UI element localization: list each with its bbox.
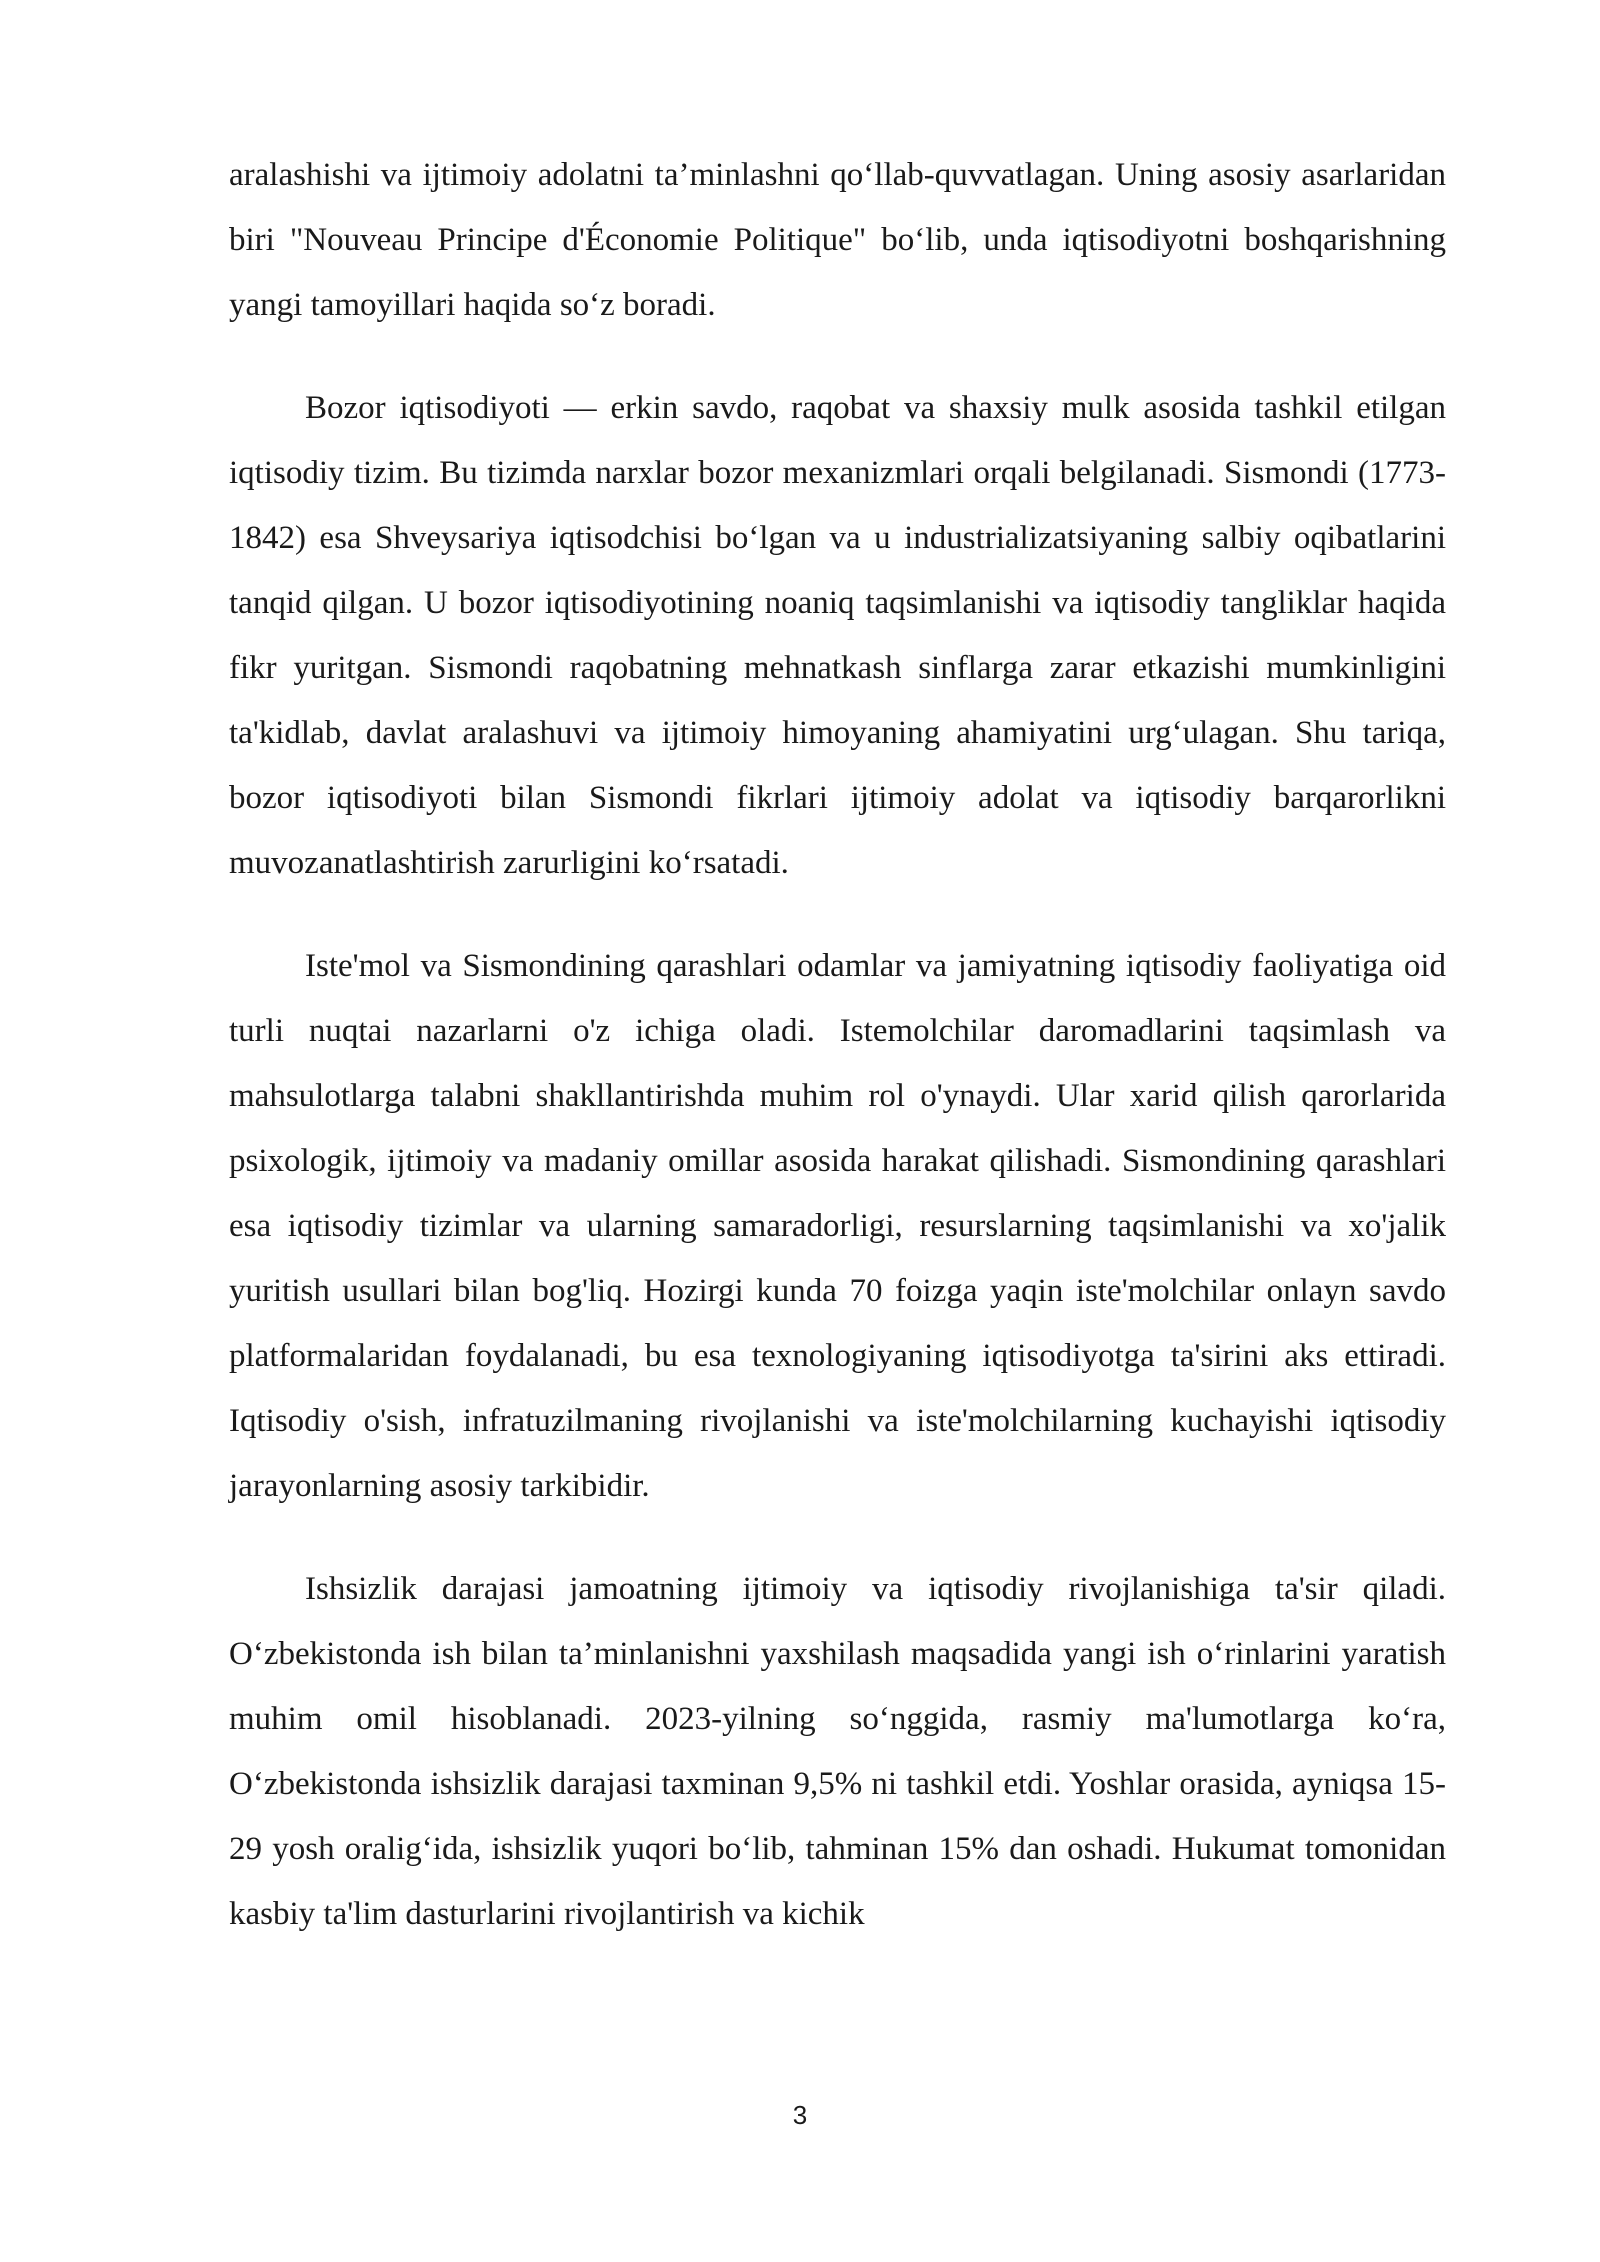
paragraph-consumption: Iste'mol va Sismondining qarashlari odamlar va jamiyatning iqtisodiy faoliyatiga oid turli nuqtai nazarlarni o'z ichiga oladi. Istemolchilar daromadlarini taqsimlash va mahsulotlarga talabni shakllantirishda muhim rol o'ynaydi. Ular xarid qilish qarorlarida psixologik, ijtimoiy va madaniy omillar asosida harakat qilishadi. Sismondining qarashlari esa iqtisodiy tizimlar va ularning samaradorligi, resurslarning taqsimlanishi va xo'jalik yuritish usullari bilan bog'liq. Hozirgi kunda 70 foizga yaqin iste'molchilar onlayn savdo platformalaridan foydalanadi, bu esa texnologiyaning iqtisodiyotga ta'sirini aks ettiradi. Iqtisodiy o'sish, infratuzilmaning rivojlanishi va iste'molchilarning kuchayishi iqtisodiy jarayonlarning asosiy tarkibidir. bbox=[229, 948, 1446, 1504]
paragraph-continued: aralashishi va ijtimoiy adolatni ta’minlashni qo‘llab-quvvatlagan. Uning asosiy asarlaridan biri "Nouveau Principe d'Économie Politique" bo‘lib, unda iqtisodiyotni boshqarishning yangi tamoyillari haqida so‘z boradi. bbox=[229, 157, 1446, 323]
document-body bbox=[229, 143, 1446, 1985]
page-number: 3 bbox=[792, 2100, 808, 2130]
paragraph-market-economy: Bozor iqtisodiyoti — erkin savdo, raqobat va shaxsiy mulk asosida tashkil etilgan iqtisodiy tizim. Bu tizimda narxlar bozor mexanizmlari orqali belgilanadi. Sismondi (1773-1842) esa Shveysariya iqtisodchisi bo‘lgan va u industrializatsiyaning salbiy oqibatlarini tanqid qilgan. U bozor iqtisodiyotining noaniq taqsimlanishi va iqtisodiy tangliklar haqida fikr yuritgan. Sismondi raqobatning mehnatkash sinflarga zarar etkazishi mumkinligini ta'kidlab, davlat aralashuvi va ijtimoiy himoyaning ahamiyatini urg‘ulagan. Shu tariqa, bozor iqtisodiyoti bilan Sismondi fikrlari ijtimoiy adolat va iqtisodiy barqarorlikni muvozanatlashtirish zarurligini ko‘rsatadi. bbox=[229, 390, 1446, 881]
paragraph-unemployment: Ishsizlik darajasi jamoatning ijtimoiy va iqtisodiy rivojlanishiga ta'sir qiladi. O‘zbekistonda ish bilan ta’minlanishni yaxshilash maqsadida yangi ish o‘rinlarini yaratish muhim omil hisoblanadi. 2023-yilning so‘nggida, rasmiy ma'lumotlarga ko‘ra, O‘zbekistonda ishsizlik darajasi taxminan 9,5% ni tashkil etdi. Yoshlar orasida, ayniqsa 15-29 yosh oralig‘ida, ishsizlik yuqori bo‘lib, tahminan 15% dan oshadi. Hukumat tomonidan kasbiy ta'lim dasturlarini rivojlantirish va kichik bbox=[229, 1571, 1446, 1932]
